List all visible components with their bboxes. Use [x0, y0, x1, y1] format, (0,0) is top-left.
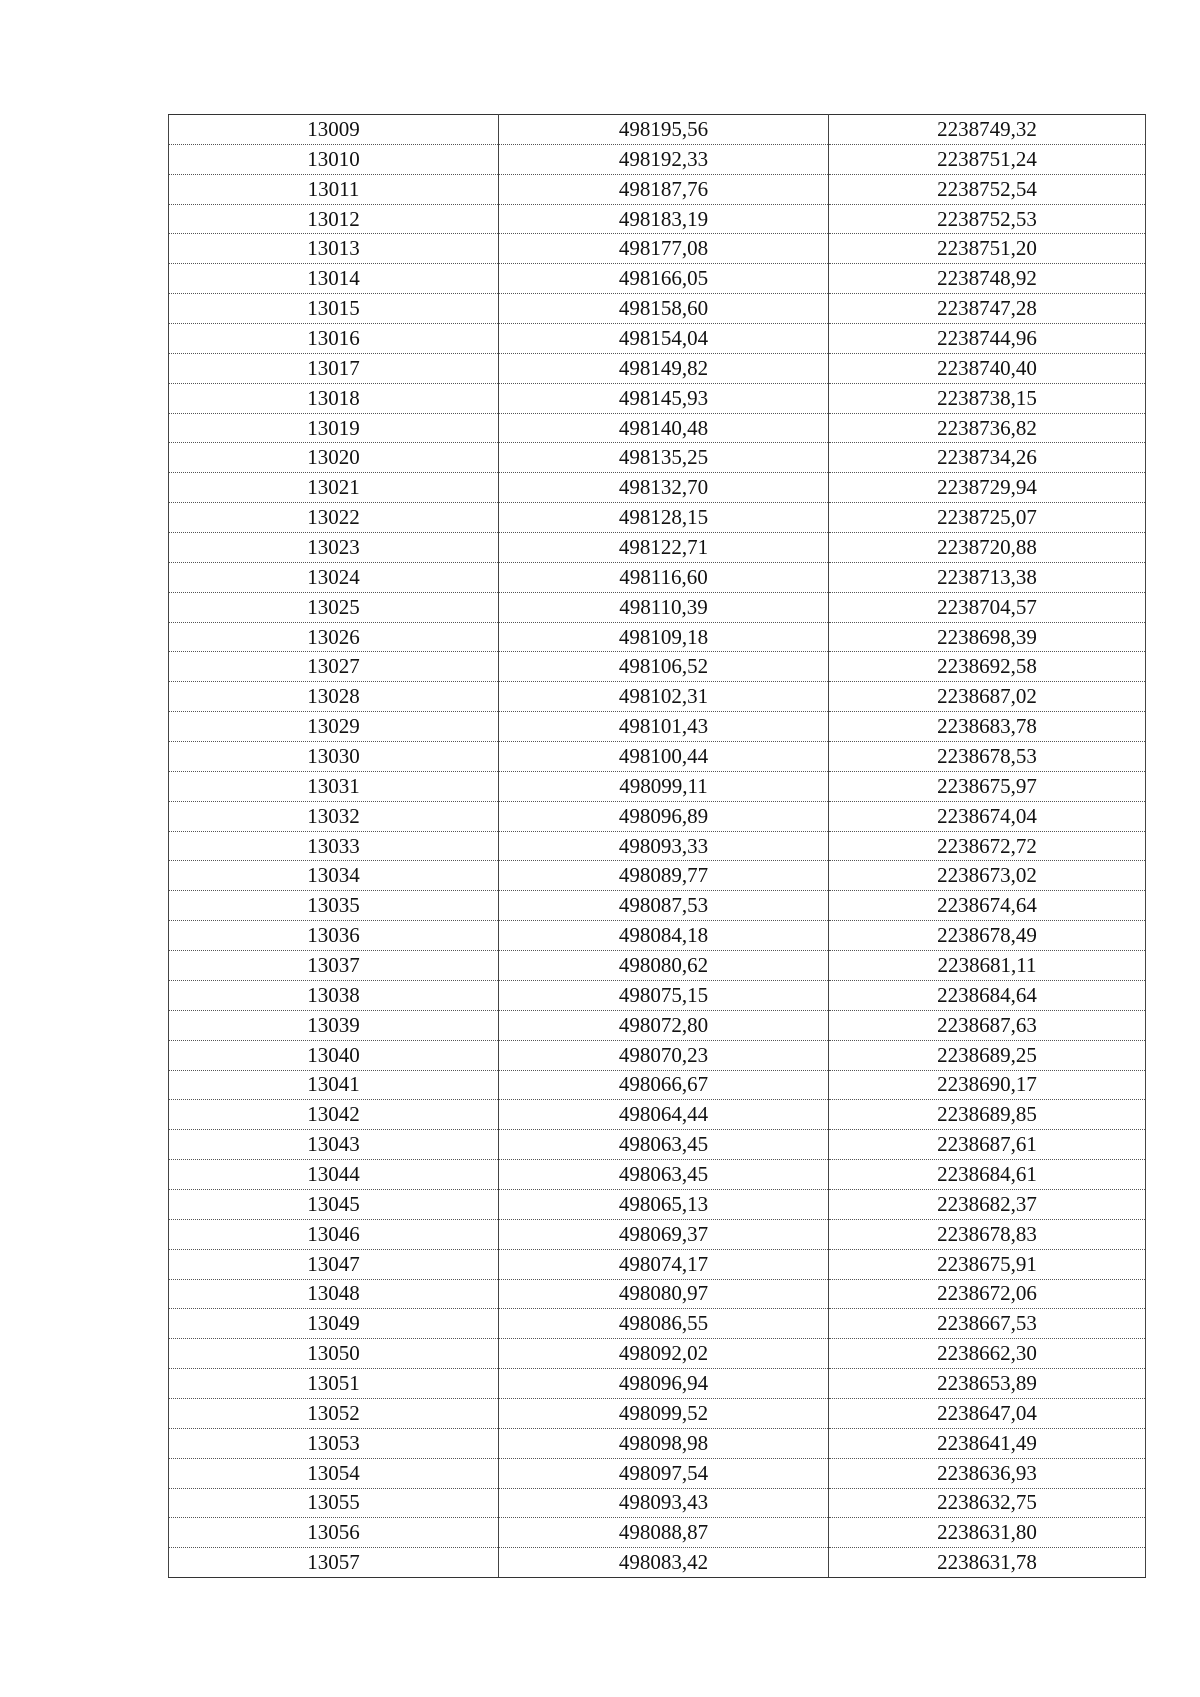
point-number-cell: 13019	[169, 413, 499, 443]
x-coordinate-cell: 498192,33	[499, 144, 829, 174]
y-coordinate-cell: 2238690,17	[829, 1070, 1146, 1100]
point-number-cell: 13052	[169, 1398, 499, 1428]
table-row	[169, 980, 1146, 1010]
point-number-cell: 13048	[169, 1279, 499, 1309]
y-coordinate-cell: 2238632,75	[829, 1488, 1146, 1518]
y-coordinate-cell: 2238752,53	[829, 204, 1146, 234]
point-number-cell: 13054	[169, 1458, 499, 1488]
x-coordinate-cell: 498099,52	[499, 1398, 829, 1428]
point-number-cell: 13047	[169, 1249, 499, 1279]
x-coordinate-cell: 498087,53	[499, 891, 829, 921]
y-coordinate-cell: 2238729,94	[829, 473, 1146, 503]
point-number-cell: 13049	[169, 1309, 499, 1339]
table-row	[169, 562, 1146, 592]
table-row	[169, 1100, 1146, 1130]
coordinates-table	[168, 114, 1146, 1578]
y-coordinate-cell: 2238725,07	[829, 503, 1146, 533]
table-row	[169, 1339, 1146, 1369]
point-number-cell: 13010	[169, 144, 499, 174]
x-coordinate-cell: 498063,45	[499, 1160, 829, 1190]
table-row	[169, 1398, 1146, 1428]
point-number-cell: 13034	[169, 861, 499, 891]
y-coordinate-cell: 2238684,64	[829, 980, 1146, 1010]
y-coordinate-cell: 2238740,40	[829, 353, 1146, 383]
x-coordinate-cell: 498096,89	[499, 801, 829, 831]
x-coordinate-cell: 498080,62	[499, 951, 829, 981]
x-coordinate-cell: 498100,44	[499, 742, 829, 772]
y-coordinate-cell: 2238673,02	[829, 861, 1146, 891]
table-row	[169, 204, 1146, 234]
point-number-cell: 13041	[169, 1070, 499, 1100]
x-coordinate-cell: 498101,43	[499, 712, 829, 742]
table-row	[169, 324, 1146, 354]
y-coordinate-cell: 2238682,37	[829, 1189, 1146, 1219]
x-coordinate-cell: 498195,56	[499, 115, 829, 145]
x-coordinate-cell: 498075,15	[499, 980, 829, 1010]
table-row	[169, 1518, 1146, 1548]
x-coordinate-cell: 498093,33	[499, 831, 829, 861]
table-row	[169, 413, 1146, 443]
y-coordinate-cell: 2238736,82	[829, 413, 1146, 443]
table-row	[169, 742, 1146, 772]
point-number-cell: 13014	[169, 264, 499, 294]
x-coordinate-cell: 498149,82	[499, 353, 829, 383]
y-coordinate-cell: 2238720,88	[829, 533, 1146, 563]
y-coordinate-cell: 2238675,91	[829, 1249, 1146, 1279]
table-row	[169, 1488, 1146, 1518]
y-coordinate-cell: 2238689,85	[829, 1100, 1146, 1130]
y-coordinate-cell: 2238636,93	[829, 1458, 1146, 1488]
table-row	[169, 652, 1146, 682]
y-coordinate-cell: 2238674,64	[829, 891, 1146, 921]
x-coordinate-cell: 498086,55	[499, 1309, 829, 1339]
x-coordinate-cell: 498128,15	[499, 503, 829, 533]
table-row	[169, 1458, 1146, 1488]
x-coordinate-cell: 498063,45	[499, 1130, 829, 1160]
y-coordinate-cell: 2238647,04	[829, 1398, 1146, 1428]
x-coordinate-cell: 498080,97	[499, 1279, 829, 1309]
y-coordinate-cell: 2238631,78	[829, 1548, 1146, 1578]
point-number-cell: 13030	[169, 742, 499, 772]
point-number-cell: 13053	[169, 1428, 499, 1458]
table-row	[169, 1548, 1146, 1578]
x-coordinate-cell: 498074,17	[499, 1249, 829, 1279]
y-coordinate-cell: 2238674,04	[829, 801, 1146, 831]
point-number-cell: 13043	[169, 1130, 499, 1160]
x-coordinate-cell: 498154,04	[499, 324, 829, 354]
y-coordinate-cell: 2238738,15	[829, 383, 1146, 413]
x-coordinate-cell: 498187,76	[499, 174, 829, 204]
point-number-cell: 13044	[169, 1160, 499, 1190]
point-number-cell: 13024	[169, 562, 499, 592]
table-row	[169, 443, 1146, 473]
point-number-cell: 13016	[169, 324, 499, 354]
x-coordinate-cell: 498070,23	[499, 1040, 829, 1070]
y-coordinate-cell: 2238713,38	[829, 562, 1146, 592]
table-row	[169, 533, 1146, 563]
point-number-cell: 13051	[169, 1369, 499, 1399]
table-row	[169, 174, 1146, 204]
point-number-cell: 13037	[169, 951, 499, 981]
y-coordinate-cell: 2238751,24	[829, 144, 1146, 174]
table-row	[169, 861, 1146, 891]
point-number-cell: 13026	[169, 622, 499, 652]
table-row	[169, 682, 1146, 712]
x-coordinate-cell: 498064,44	[499, 1100, 829, 1130]
y-coordinate-cell: 2238749,32	[829, 115, 1146, 145]
point-number-cell: 13035	[169, 891, 499, 921]
point-number-cell: 13040	[169, 1040, 499, 1070]
point-number-cell: 13025	[169, 592, 499, 622]
y-coordinate-cell: 2238751,20	[829, 234, 1146, 264]
y-coordinate-cell: 2238678,53	[829, 742, 1146, 772]
table-row	[169, 921, 1146, 951]
table-row	[169, 144, 1146, 174]
table-row	[169, 1130, 1146, 1160]
x-coordinate-cell: 498092,02	[499, 1339, 829, 1369]
table-row	[169, 801, 1146, 831]
table-row	[169, 1160, 1146, 1190]
point-number-cell: 13012	[169, 204, 499, 234]
x-coordinate-cell: 498089,77	[499, 861, 829, 891]
y-coordinate-cell: 2238631,80	[829, 1518, 1146, 1548]
x-coordinate-cell: 498145,93	[499, 383, 829, 413]
y-coordinate-cell: 2238672,72	[829, 831, 1146, 861]
point-number-cell: 13056	[169, 1518, 499, 1548]
y-coordinate-cell: 2238698,39	[829, 622, 1146, 652]
y-coordinate-cell: 2238678,49	[829, 921, 1146, 951]
y-coordinate-cell: 2238704,57	[829, 592, 1146, 622]
table-row	[169, 951, 1146, 981]
y-coordinate-cell: 2238684,61	[829, 1160, 1146, 1190]
point-number-cell: 13032	[169, 801, 499, 831]
point-number-cell: 13031	[169, 771, 499, 801]
point-number-cell: 13023	[169, 533, 499, 563]
x-coordinate-cell: 498140,48	[499, 413, 829, 443]
y-coordinate-cell: 2238641,49	[829, 1428, 1146, 1458]
x-coordinate-cell: 498066,67	[499, 1070, 829, 1100]
point-number-cell: 13027	[169, 652, 499, 682]
y-coordinate-cell: 2238675,97	[829, 771, 1146, 801]
y-coordinate-cell: 2238752,54	[829, 174, 1146, 204]
table-row	[169, 503, 1146, 533]
y-coordinate-cell: 2238672,06	[829, 1279, 1146, 1309]
table-row	[169, 353, 1146, 383]
y-coordinate-cell: 2238744,96	[829, 324, 1146, 354]
y-coordinate-cell: 2238687,61	[829, 1130, 1146, 1160]
x-coordinate-cell: 498132,70	[499, 473, 829, 503]
x-coordinate-cell: 498183,19	[499, 204, 829, 234]
table-row	[169, 622, 1146, 652]
table-row	[169, 771, 1146, 801]
x-coordinate-cell: 498106,52	[499, 652, 829, 682]
table-row	[169, 1040, 1146, 1070]
point-number-cell: 13017	[169, 353, 499, 383]
point-number-cell: 13033	[169, 831, 499, 861]
x-coordinate-cell: 498116,60	[499, 562, 829, 592]
table-row	[169, 831, 1146, 861]
point-number-cell: 13038	[169, 980, 499, 1010]
x-coordinate-cell: 498069,37	[499, 1219, 829, 1249]
point-number-cell: 13055	[169, 1488, 499, 1518]
x-coordinate-cell: 498084,18	[499, 921, 829, 951]
point-number-cell: 13013	[169, 234, 499, 264]
point-number-cell: 13021	[169, 473, 499, 503]
coordinates-table-body	[169, 115, 1146, 1578]
table-row	[169, 1070, 1146, 1100]
table-row	[169, 592, 1146, 622]
point-number-cell: 13042	[169, 1100, 499, 1130]
point-number-cell: 13020	[169, 443, 499, 473]
y-coordinate-cell: 2238734,26	[829, 443, 1146, 473]
x-coordinate-cell: 498096,94	[499, 1369, 829, 1399]
table-row	[169, 264, 1146, 294]
x-coordinate-cell: 498110,39	[499, 592, 829, 622]
table-row	[169, 115, 1146, 145]
table-row	[169, 383, 1146, 413]
point-number-cell: 13011	[169, 174, 499, 204]
point-number-cell: 13050	[169, 1339, 499, 1369]
x-coordinate-cell: 498177,08	[499, 234, 829, 264]
point-number-cell: 13046	[169, 1219, 499, 1249]
point-number-cell: 13028	[169, 682, 499, 712]
table-row	[169, 1189, 1146, 1219]
table-row	[169, 1249, 1146, 1279]
y-coordinate-cell: 2238689,25	[829, 1040, 1146, 1070]
table-row	[169, 473, 1146, 503]
x-coordinate-cell: 498166,05	[499, 264, 829, 294]
x-coordinate-cell: 498072,80	[499, 1010, 829, 1040]
x-coordinate-cell: 498097,54	[499, 1458, 829, 1488]
y-coordinate-cell: 2238687,63	[829, 1010, 1146, 1040]
table-row	[169, 1010, 1146, 1040]
table-row	[169, 1309, 1146, 1339]
point-number-cell: 13018	[169, 383, 499, 413]
y-coordinate-cell: 2238683,78	[829, 712, 1146, 742]
x-coordinate-cell: 498158,60	[499, 294, 829, 324]
x-coordinate-cell: 498109,18	[499, 622, 829, 652]
x-coordinate-cell: 498098,98	[499, 1428, 829, 1458]
point-number-cell: 13057	[169, 1548, 499, 1578]
x-coordinate-cell: 498093,43	[499, 1488, 829, 1518]
y-coordinate-cell: 2238653,89	[829, 1369, 1146, 1399]
table-row	[169, 1279, 1146, 1309]
point-number-cell: 13039	[169, 1010, 499, 1040]
x-coordinate-cell: 498083,42	[499, 1548, 829, 1578]
table-row	[169, 234, 1146, 264]
point-number-cell: 13015	[169, 294, 499, 324]
x-coordinate-cell: 498088,87	[499, 1518, 829, 1548]
point-number-cell: 13045	[169, 1189, 499, 1219]
y-coordinate-cell: 2238747,28	[829, 294, 1146, 324]
x-coordinate-cell: 498122,71	[499, 533, 829, 563]
point-number-cell: 13022	[169, 503, 499, 533]
x-coordinate-cell: 498065,13	[499, 1189, 829, 1219]
x-coordinate-cell: 498135,25	[499, 443, 829, 473]
y-coordinate-cell: 2238667,53	[829, 1309, 1146, 1339]
y-coordinate-cell: 2238687,02	[829, 682, 1146, 712]
table-row	[169, 1369, 1146, 1399]
table-row	[169, 712, 1146, 742]
point-number-cell: 13009	[169, 115, 499, 145]
table-row	[169, 294, 1146, 324]
point-number-cell: 13029	[169, 712, 499, 742]
table-row	[169, 1428, 1146, 1458]
y-coordinate-cell: 2238678,83	[829, 1219, 1146, 1249]
x-coordinate-cell: 498102,31	[499, 682, 829, 712]
point-number-cell: 13036	[169, 921, 499, 951]
table-row	[169, 891, 1146, 921]
y-coordinate-cell: 2238748,92	[829, 264, 1146, 294]
y-coordinate-cell: 2238662,30	[829, 1339, 1146, 1369]
y-coordinate-cell: 2238692,58	[829, 652, 1146, 682]
x-coordinate-cell: 498099,11	[499, 771, 829, 801]
y-coordinate-cell: 2238681,11	[829, 951, 1146, 981]
table-row	[169, 1219, 1146, 1249]
